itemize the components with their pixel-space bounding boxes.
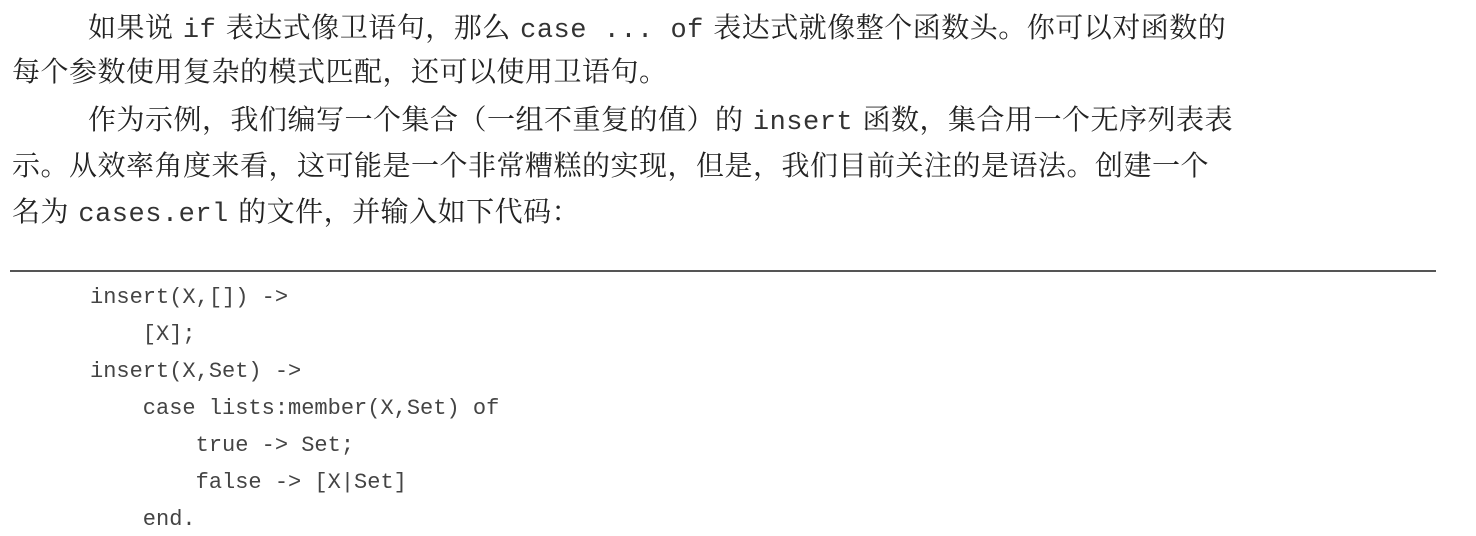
code-line-6: false -> [X|Set]	[90, 470, 407, 495]
text: 函数，集合用一个无序列表表	[853, 103, 1234, 136]
code-line-3: insert(X,Set) ->	[90, 359, 302, 384]
paragraph-1-line-1	[88, 8, 1226, 51]
text: 名为	[12, 195, 79, 228]
inline-code-if: if	[182, 16, 217, 46]
inline-code-case-of: case ... of	[520, 16, 704, 46]
inline-code-filename: cases.erl	[78, 200, 229, 230]
paragraph-2-line-2: 示。从效率角度来看，这可能是一个非常糟糕的实现，但是，我们目前关注的是语法。创建一个	[12, 149, 1210, 182]
paragraph-2-line-3	[12, 192, 580, 235]
paragraph-2-line-1	[88, 100, 1233, 143]
code-line-2: [X];	[90, 322, 196, 347]
text: 表达式像卫语句，那么	[216, 11, 521, 44]
paragraph-1-line-2: 每个参数使用复杂的模式匹配，还可以使用卫语句。	[12, 55, 668, 88]
text: 表达式就像整个函数头。你可以对函数的	[703, 11, 1227, 44]
text: 作为示例，我们编写一个集合（一组不重复的值）的	[88, 103, 753, 136]
code-line-4: case lists:member(X,Set) of	[90, 396, 500, 421]
code-line-7: end.	[90, 507, 196, 532]
code-line-1: insert(X,[]) ->	[90, 285, 289, 310]
text: 的文件，并输入如下代码：	[228, 195, 581, 228]
code-block-divider	[10, 270, 1436, 272]
inline-code-insert: insert	[752, 108, 854, 138]
code-line-5: true -> Set;	[90, 433, 355, 458]
text: 如果说	[88, 11, 183, 44]
